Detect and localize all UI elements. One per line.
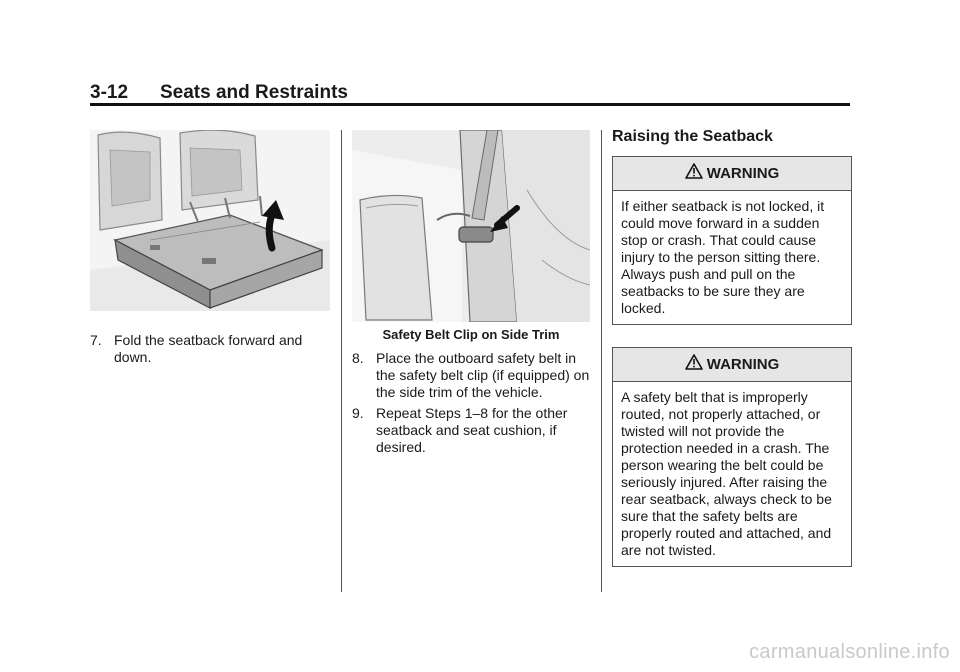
step-number: 8.	[352, 350, 364, 366]
step-8	[352, 350, 590, 401]
safety-belt-clip-illustration	[352, 130, 590, 322]
page-number: 3-12	[90, 82, 129, 103]
warning-box-seatback-lock	[612, 156, 852, 325]
column-divider-left	[341, 130, 342, 592]
section-heading: Seats and Restraints	[160, 82, 348, 103]
folded-seatback-illustration	[90, 130, 330, 311]
site-watermark: carmanualsonline.info	[749, 641, 950, 663]
column-divider-right	[601, 130, 602, 592]
step-number: 9.	[352, 405, 364, 421]
step-9	[352, 405, 590, 456]
warning-text: A safety belt that is improperly routed, not properly attached, or twisted will not provide the protection needed in a crash. The person wearing the belt could be seriously injured. After raising the rear seatback, always check to be sure that the safety belts are properly routed and attached, and are not twisted.	[621, 389, 832, 558]
warning-label: WARNING	[706, 356, 780, 373]
header-rule	[90, 103, 850, 106]
warning-header	[613, 348, 851, 382]
warning-text: If either seatback is not locked, it could move forward in a sudden stop or crash. That could cause injury to the person sitting there. Always push and pull on the seatbacks to be sure they are locked.	[621, 198, 825, 316]
warning-triangle-icon	[685, 354, 703, 375]
step-text: Place the outboard safety belt in the safety belt clip (if equipped) on the side trim of the vehicle.	[376, 350, 590, 400]
warning-label: WARNING	[706, 165, 780, 182]
step-text: Fold the seatback forward and down.	[114, 332, 303, 365]
figure-caption: Safety Belt Clip on Side Trim	[382, 327, 560, 342]
warning-header	[613, 157, 851, 191]
step-number: 7.	[90, 332, 102, 348]
section-title: Raising the Seatback	[612, 128, 773, 145]
step-text: Repeat Steps 1–8 for the other seatback and seat cushion, if desired.	[376, 405, 568, 455]
step-7	[90, 332, 330, 366]
warning-box-belt-routing	[612, 347, 852, 567]
warning-triangle-icon	[685, 163, 703, 184]
